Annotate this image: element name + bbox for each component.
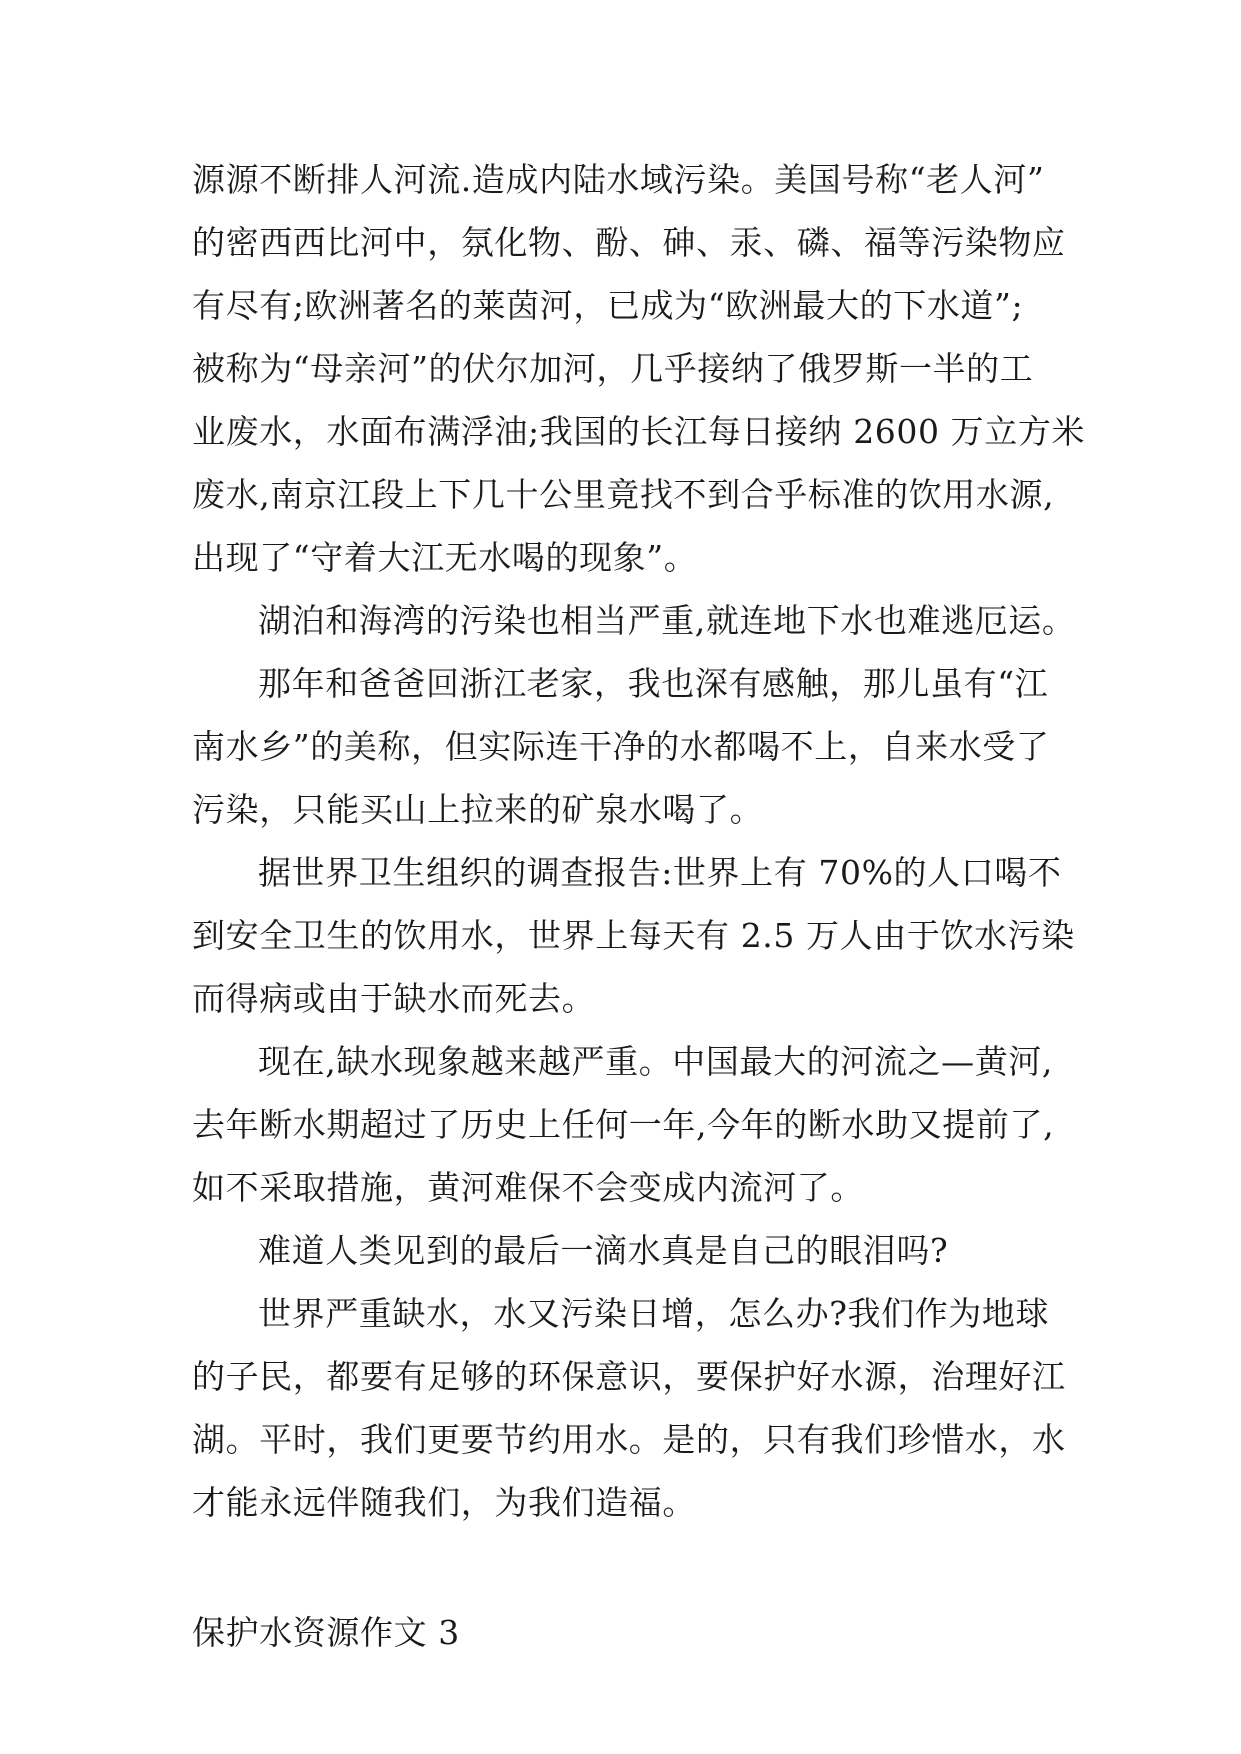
paragraph-line: 难道人类见到的最后一滴水真是自己的眼泪吗? [258,1231,949,1270]
paragraph-line: 现在,缺水现象越来越严重。中国最大的河流之—黄河, [258,1042,1053,1081]
paragraph-line: 如不采取措施，黄河难保不会变成内流河了。 [192,1168,864,1207]
paragraph-line: 而得病或由于缺水而死去。 [192,979,596,1018]
paragraph-line: 有尽有;欧洲著名的莱茵河，已成为“欧洲最大的下水道”; [192,286,1024,325]
paragraph-line: 的子民，都要有足够的环保意识，要保护好水源，治理好江 [192,1357,1066,1396]
paragraph-line: 源源不断排人河流.造成内陆水域污染。美国号称“老人河” [192,160,1045,199]
paragraph-line: 世界严重缺水，水又污染日增，怎么办?我们作为地球 [258,1294,1050,1333]
paragraph-line: 废水,南京江段上下几十公里竟找不到合乎标准的饮用水源, [192,475,1055,514]
paragraph-line: 才能永远伴随我们，为我们造福。 [192,1483,696,1522]
paragraph-line: 湖泊和海湾的污染也相当严重,就连地下水也难逃厄运。 [258,601,1076,640]
paragraph-line: 的密西西比河中，氛化物、酚、砷、汞、磷、福等污染物应 [192,223,1066,262]
section-heading: 保护水资源作文 3 [192,1613,460,1652]
paragraph-line: 出现了“守着大江无水喝的现象”。 [192,538,698,577]
paragraph-line: 据世界卫生组织的调查报告:世界上有 70%的人口喝不 [258,853,1062,892]
paragraph-line: 被称为“母亲河”的伏尔加河，几乎接纳了俄罗斯一半的工 [192,349,1034,388]
paragraph-line: 湖。平时，我们更要节约用水。是的，只有我们珍惜水，水 [192,1420,1066,1459]
paragraph-line: 污染，只能买山上拉来的矿泉水喝了。 [192,790,764,829]
paragraph-line: 去年断水期超过了历史上任何一年,今年的断水助又提前了, [192,1105,1055,1144]
paragraph-line: 到安全卫生的饮用水，世界上每天有 2.5 万人由于饮水污染 [192,916,1075,955]
paragraph-line: 业废水，水面布满浮油;我国的长江每日接纳 2600 万立方米 [192,412,1086,451]
paragraph-line: 那年和爸爸回浙江老家，我也深有感触，那儿虽有“江 [258,664,1049,703]
paragraph-line: 南水乡”的美称，但实际连干净的水都喝不上，自来水受了 [192,727,1050,766]
